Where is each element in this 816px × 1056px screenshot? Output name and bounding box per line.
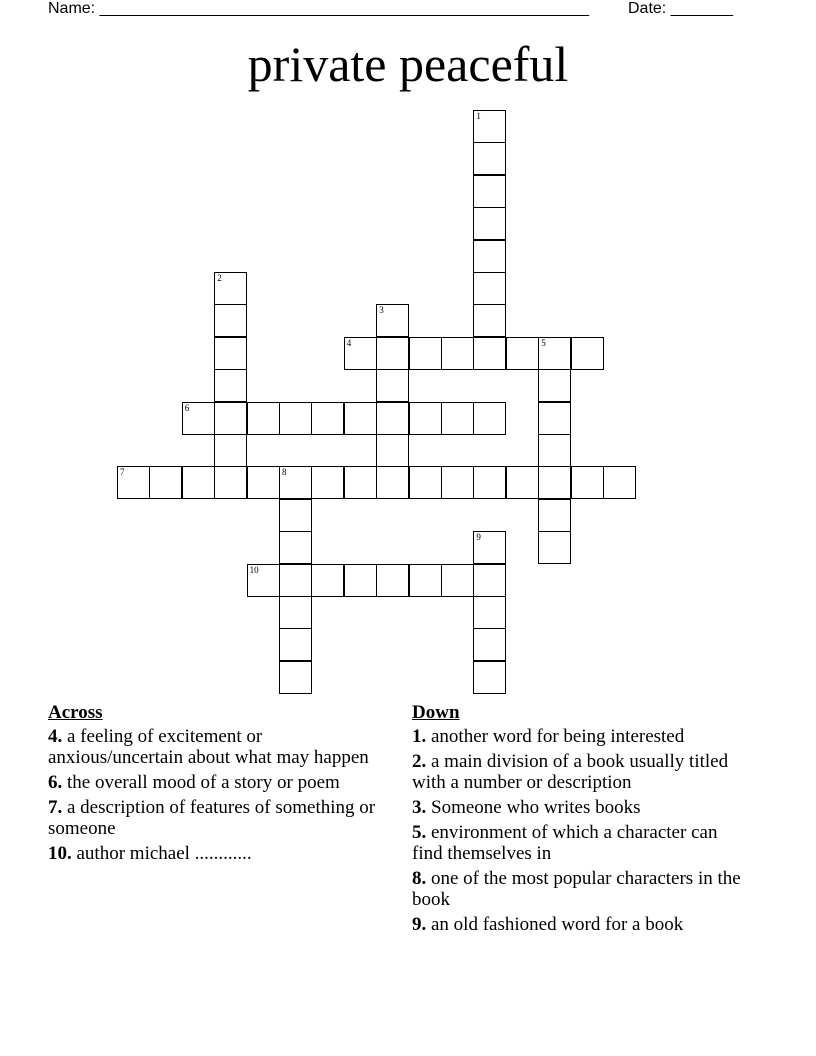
clue-number: 7. xyxy=(48,797,63,818)
grid-cell[interactable] xyxy=(538,466,571,499)
cell-number: 7 xyxy=(120,467,125,478)
grid-cell[interactable] xyxy=(279,661,312,694)
grid-cell[interactable] xyxy=(344,337,377,370)
grid-cell[interactable] xyxy=(409,337,442,370)
grid-cell[interactable] xyxy=(571,337,604,370)
clue-text: the overall mood of a story or poem xyxy=(67,772,340,793)
grid-cell[interactable] xyxy=(538,369,571,402)
clue-number: 1. xyxy=(412,726,427,747)
grid-cell[interactable] xyxy=(473,402,506,435)
grid-cell[interactable] xyxy=(214,337,247,370)
clue-text: another word for being interested xyxy=(431,726,685,747)
down-clue xyxy=(412,751,752,793)
grid-cell[interactable] xyxy=(473,596,506,629)
name-field: Name: _______________________________________________________ xyxy=(48,0,589,17)
cell-number: 3 xyxy=(379,305,384,316)
grid-cell[interactable] xyxy=(473,531,506,564)
across-clue xyxy=(48,843,378,864)
grid-cell[interactable] xyxy=(473,272,506,305)
down-clue xyxy=(412,868,752,910)
grid-cell[interactable] xyxy=(441,402,474,435)
grid-cell[interactable] xyxy=(473,175,506,208)
cell-number: 4 xyxy=(346,337,352,348)
clue-text: author michael ............ xyxy=(76,843,252,864)
grid-cell[interactable] xyxy=(441,337,474,370)
clue-text: a feeling of excitement or anxious/uncertain about what may happen xyxy=(48,726,369,768)
clue-number: 8. xyxy=(412,868,427,889)
grid-cell[interactable] xyxy=(571,466,604,499)
clue-number: 2. xyxy=(412,751,427,772)
grid-cell[interactable] xyxy=(376,369,409,402)
cell-number: 8 xyxy=(282,467,287,478)
clue-number: 6. xyxy=(48,772,63,793)
grid-cell[interactable] xyxy=(344,466,377,499)
clue-number: 9. xyxy=(412,914,427,935)
clue-number: 10. xyxy=(48,843,72,864)
grid-cell[interactable] xyxy=(376,402,409,435)
grid-cell[interactable] xyxy=(214,272,247,305)
grid-cell[interactable] xyxy=(279,531,312,564)
clue-text: environment of which a character can find themselves in xyxy=(412,822,718,864)
grid-cell[interactable] xyxy=(311,466,344,499)
grid-cell[interactable] xyxy=(473,240,506,273)
across-clue xyxy=(48,797,378,839)
grid-cell[interactable] xyxy=(473,110,506,143)
grid-cell[interactable] xyxy=(538,531,571,564)
clue-text: an old fashioned word for a book xyxy=(431,914,684,935)
grid-cell[interactable] xyxy=(506,337,539,370)
clue-text: one of the most popular characters in the book xyxy=(412,868,741,910)
clue-number: 3. xyxy=(412,797,427,818)
grid-cell[interactable] xyxy=(376,564,409,597)
grid-cell[interactable] xyxy=(311,564,344,597)
grid-cell[interactable] xyxy=(603,466,636,499)
grid-cell[interactable] xyxy=(441,466,474,499)
grid-cell[interactable] xyxy=(279,499,312,532)
grid-cell[interactable] xyxy=(344,402,377,435)
grid-cell[interactable] xyxy=(311,402,344,435)
grid-cell[interactable] xyxy=(473,661,506,694)
down-clue xyxy=(412,726,752,747)
down-clue xyxy=(412,797,752,818)
grid-cell[interactable] xyxy=(473,337,506,370)
grid-cell[interactable] xyxy=(279,466,312,499)
clue-number: 5. xyxy=(412,822,427,843)
grid-cell[interactable] xyxy=(182,402,215,435)
clue-number: 4. xyxy=(48,726,63,747)
across-clue xyxy=(48,726,378,768)
grid-cell[interactable] xyxy=(473,207,506,240)
grid-cell[interactable] xyxy=(214,304,247,337)
grid-cell[interactable] xyxy=(376,337,409,370)
grid-cell[interactable] xyxy=(247,466,280,499)
grid-cell[interactable] xyxy=(214,402,247,435)
grid-cell[interactable] xyxy=(409,564,442,597)
grid-cell[interactable] xyxy=(376,304,409,337)
grid-cell[interactable] xyxy=(214,434,247,467)
grid-cell[interactable] xyxy=(473,564,506,597)
grid-cell[interactable] xyxy=(506,466,539,499)
grid-cell[interactable] xyxy=(473,466,506,499)
grid-cell[interactable] xyxy=(538,337,571,370)
across-clue xyxy=(48,772,378,793)
down-clue xyxy=(412,914,752,935)
grid-cell[interactable] xyxy=(473,142,506,175)
grid-cell[interactable] xyxy=(409,466,442,499)
grid-cell[interactable] xyxy=(279,564,312,597)
grid-cell[interactable] xyxy=(538,434,571,467)
date-field: Date: _______ xyxy=(628,0,733,17)
grid-cell[interactable] xyxy=(117,466,150,499)
grid-cell[interactable] xyxy=(247,402,280,435)
cell-number: 5 xyxy=(541,337,546,348)
cell-number: 2 xyxy=(217,273,222,283)
clue-text: a main division of a book usually titled with a number or description xyxy=(412,751,729,793)
down-heading: Down xyxy=(412,702,460,723)
grid-cell[interactable] xyxy=(214,369,247,402)
grid-cell[interactable] xyxy=(182,466,215,499)
cell-number: 1 xyxy=(476,111,481,121)
grid-cell[interactable] xyxy=(214,466,247,499)
cell-number: 6 xyxy=(184,402,190,413)
clue-text: Someone who writes books xyxy=(431,797,641,818)
down-clues xyxy=(412,702,752,939)
grid-cell[interactable] xyxy=(279,628,312,661)
down-clue xyxy=(412,822,752,864)
grid-cell[interactable] xyxy=(441,564,474,597)
grid-cell[interactable] xyxy=(279,596,312,629)
grid-cell[interactable] xyxy=(279,402,312,435)
grid-cell[interactable] xyxy=(344,564,377,597)
grid-cell[interactable] xyxy=(376,466,409,499)
grid-cell[interactable] xyxy=(538,499,571,532)
grid-cell[interactable] xyxy=(149,466,182,499)
grid-cell[interactable] xyxy=(473,628,506,661)
grid-cell[interactable] xyxy=(538,402,571,435)
across-heading: Across xyxy=(48,702,103,723)
grid-cell[interactable] xyxy=(247,564,280,597)
grid-cell[interactable] xyxy=(409,402,442,435)
cell-number: 10 xyxy=(249,564,259,575)
grid-cell[interactable] xyxy=(376,434,409,467)
cell-number: 9 xyxy=(476,532,481,543)
clue-text: a description of features of something or someone xyxy=(48,797,376,839)
puzzle-title: private peaceful xyxy=(247,36,569,92)
grid-cell[interactable] xyxy=(473,304,506,337)
across-clues xyxy=(48,702,378,868)
